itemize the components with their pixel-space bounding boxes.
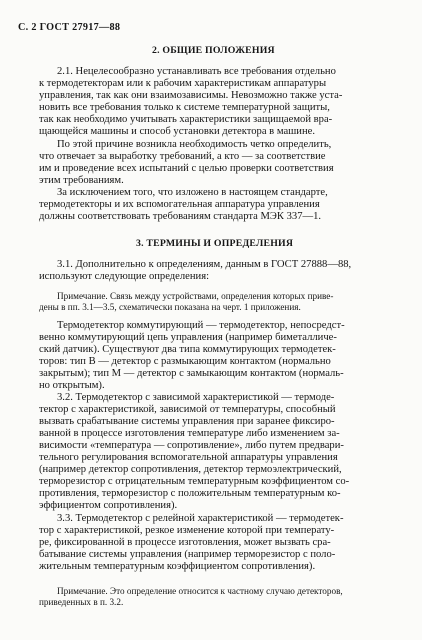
paragraph-line: к термодетекторам или к рабочим характеристикам аппаратуры <box>39 78 327 89</box>
paragraph-line: торов: тип В — детектор с размыкающим контактом (нормально <box>39 356 331 367</box>
note-line: приведенных в п. 3.2. <box>39 597 124 607</box>
paragraph-line: жительным температурным коэффициентом сопротивления). <box>39 561 316 572</box>
paragraph-line: Термодетектор коммутирующий — термодетектор, непосредст- <box>57 320 345 331</box>
paragraph-line: ре, фиксированной в процессе изготовления, может вызвать сра- <box>39 537 331 548</box>
paragraph-line: 3.2. Термодетектор с зависимой характеристикой — термоде- <box>57 392 335 403</box>
paragraph-line: эффициентом сопротивления). <box>39 500 178 511</box>
note-line: Примечание. Связь между устройствами, определения которых приве- <box>57 291 334 301</box>
paragraph-line: закрытым); тип М — детектор с замыкающим контактом (нормаль- <box>39 368 344 379</box>
paragraph-line: ский датчик). Существуют два типа коммутирующих термодетек- <box>39 344 336 355</box>
paragraph-line: так как необходимо учитывать характеристики защищаемой вра- <box>39 114 333 125</box>
paragraph-line: противления, терморезистор с положительным температурным ко- <box>39 488 341 499</box>
note-line: Примечание. Это определение относится к частному случаю детекторов, <box>57 586 343 596</box>
paragraph-line: что отвечает за выработку требований, а кто — за соответствие <box>39 151 326 162</box>
paragraph-line: используют следующие определения: <box>39 271 210 282</box>
paragraph-line: этим требованиям. <box>39 175 124 186</box>
paragraph-line: терморезистор с отрицательным температурным коэффициентом со- <box>39 476 350 487</box>
paragraph-line: батывание системы управления (например терморезистор с поло- <box>39 549 336 560</box>
section-2-heading: 2. ОБЩИЕ ПОЛОЖЕНИЯ <box>152 45 275 56</box>
paragraph-line: вызвать срабатывание системы управления при заранее фиксиро- <box>39 416 335 427</box>
paragraph-line: им и проведение всех испытаний с целью проверки соответствия <box>39 163 334 174</box>
paragraph-line: висимости «температура — сопротивление», либо путем предвари- <box>39 440 344 451</box>
note-line: дены в пп. 3.1—3.5, схематически показана на черт. 1 приложения. <box>39 302 301 312</box>
paragraph-line: но открытым). <box>39 380 105 391</box>
page-header: С. 2 ГОСТ 27917—88 <box>18 22 121 33</box>
paragraph-line: 3.3. Термодетектор с релейной характеристикой — термодетек- <box>57 513 344 524</box>
section-3-heading: 3. ТЕРМИНЫ И ОПРЕДЕЛЕНИЯ <box>136 238 294 249</box>
paragraph-line: (например детектор сопротивления, детектор термоэлектрический, <box>39 464 342 475</box>
paragraph-line: новить все требования только к системе температурной защиты, <box>39 102 330 113</box>
paragraph-line: За исключением того, что изложено в настоящем стандарте, <box>57 187 328 198</box>
paragraph-line: тор с характеристикой, резкое изменение которой при температу- <box>39 525 335 536</box>
paragraph-line: щающейся машины и способ установки детектора в машине. <box>39 126 315 137</box>
paragraph-line: 3.1. Дополнительно к определениям, данным в ГОСТ 27888—88, <box>57 259 352 270</box>
paragraph-line: ванной в процессе изготовления температуре либо изменением за- <box>39 428 340 439</box>
paragraph-line: должны соответствовать требованиям стандарта МЭК 337—1. <box>39 211 322 222</box>
paragraph-line: венно коммутирующий цепь управления (например биметалличе- <box>39 332 337 343</box>
paragraph-line: управления, так как они взаимозависимы. Невозможно также уста- <box>39 90 343 101</box>
paragraph-line: тельного регулирования вспомогательной аппаратуры управления <box>39 452 338 463</box>
paragraph-line: тектор с характеристикой, зависимой от температуры, способный <box>39 404 336 415</box>
paragraph-line: 2.1. Нецелесообразно устанавливать все требования отдельно <box>57 66 336 77</box>
paragraph-line: По этой причине возникла необходимость четко определить, <box>57 139 332 150</box>
paragraph-line: термодетекторы и их вспомогательная аппаратура управления <box>39 199 320 210</box>
